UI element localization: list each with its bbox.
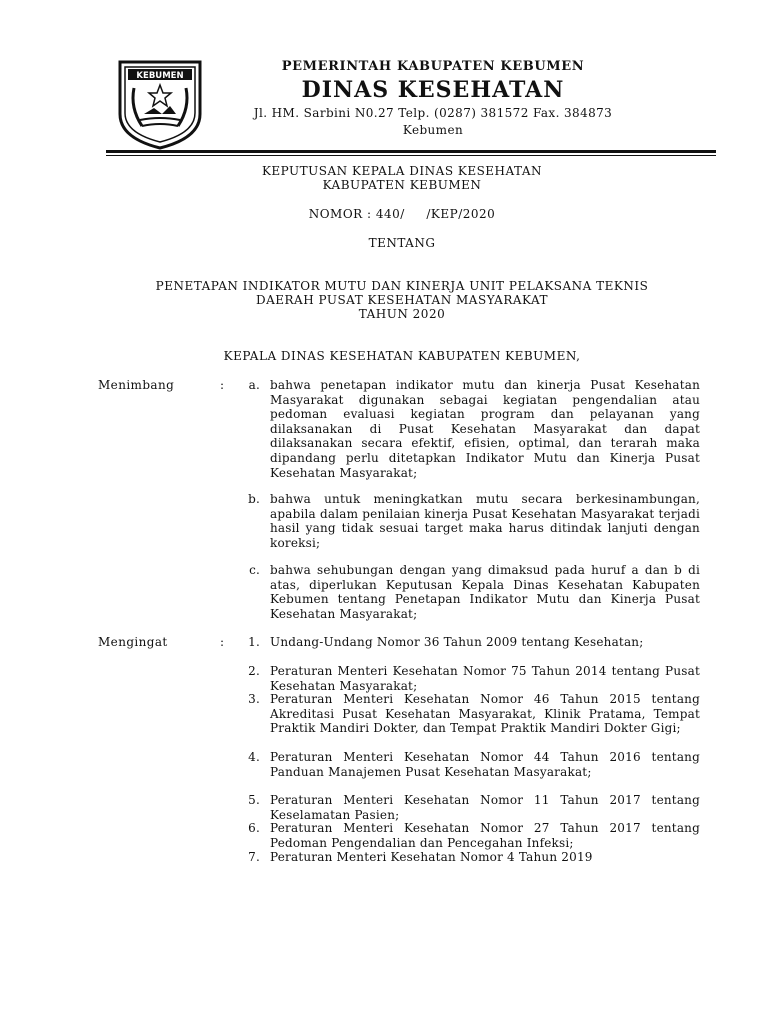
- list-item-text: Undang-Undang Nomor 36 Tahun 2009 tentang Kesehatan;: [270, 635, 644, 649]
- list-item-text: Peraturan Menteri Kesehatan Nomor 27 Tahun 2017 tentang Pedoman Pengendalian dan Pencegahan Infeksi;: [270, 821, 700, 850]
- decree-number: NOMOR : 440/ /KEP/2020: [308, 207, 496, 221]
- decree-subject-line1: PENETAPAN INDIKATOR MUTU DAN KINERJA UNIT PELAKSANA TEKNIS: [155, 279, 649, 293]
- list-item-text: Peraturan Menteri Kesehatan Nomor 44 Tahun 2016 tentang Panduan Manajemen Pusat Kesehatan Masyarakat;: [270, 750, 700, 779]
- list-marker: 5.: [248, 793, 260, 807]
- list-item-text: Peraturan Menteri Kesehatan Nomor 11 Tahun 2017 tentang Keselamatan Pasien;: [270, 793, 700, 822]
- mengingat-item-6: [236, 821, 700, 850]
- letterhead-rule-thick: [106, 150, 716, 153]
- list-item-text: bahwa penetapan indikator mutu dan kinerja Pusat Kesehatan Masyarakat digunakan sebagai kegiatan pengendalian atau pedoman evaluasi kegiatan program dan pelayanan yang dilaksanakan di Pusat Kesehatan Masyarakat dan dapat dilaksanakan secara efektif, efisien, optimal, dan terarah maka dipandang perlu ditetapkan Indikator Mutu dan Kinerja Pusat Kesehatan Masyarakat;: [270, 378, 700, 480]
- menimbang-item-a: [236, 378, 700, 480]
- list-marker: a.: [248, 378, 260, 392]
- letterhead: [218, 58, 648, 138]
- mengingat-item-1: [236, 635, 700, 650]
- decree-subject-line2: DAERAH PUSAT KESEHATAN MASYARAKAT: [255, 293, 549, 307]
- office-city: Kebumen: [402, 123, 464, 137]
- list-marker: 1.: [248, 635, 260, 649]
- decree-title-line2: KABUPATEN KEBUMEN: [322, 178, 482, 192]
- list-marker: b.: [248, 492, 260, 506]
- decree-title-line1: KEPUTUSAN KEPALA DINAS KESEHATAN: [261, 164, 543, 178]
- office-name: DINAS KESEHATAN: [301, 77, 565, 103]
- list-marker: 4.: [248, 750, 260, 764]
- list-item-text: Peraturan Menteri Kesehatan Nomor 75 Tahun 2014 tentang Pusat Kesehatan Masyarakat;: [270, 664, 700, 693]
- letterhead-rule-thin: [106, 155, 716, 156]
- kebumen-emblem-logo: [112, 58, 208, 150]
- mengingat-label: Mengingat: [98, 635, 168, 649]
- decree-about: TENTANG: [368, 236, 436, 250]
- menimbang-colon: :: [220, 378, 225, 392]
- mengingat-item-2: [236, 664, 700, 693]
- list-item-text: bahwa sehubungan dengan yang dimaksud pada huruf a dan b di atas, diperlukan Keputusan Kepala Dinas Kesehatan Kabupaten Kebumen tentang Penetapan Indikator Mutu dan Kinerja Pusat Kesehatan Masyarakat;: [270, 563, 700, 621]
- menimbang-item-b: [236, 492, 700, 550]
- menimbang-item-c: [236, 563, 700, 621]
- mengingat-item-4: [236, 750, 700, 779]
- list-marker: 3.: [248, 692, 260, 706]
- list-marker: 6.: [248, 821, 260, 835]
- logo-lettering: KEBUMEN: [136, 71, 184, 81]
- list-marker: 2.: [248, 664, 260, 678]
- mengingat-item-3: [236, 692, 700, 736]
- decree-authority: KEPALA DINAS KESEHATAN KABUPATEN KEBUMEN,: [223, 349, 581, 363]
- list-marker: c.: [249, 563, 260, 577]
- list-item-text: bahwa untuk meningkatkan mutu secara berkesinambungan, apabila dalam penilaian kinerja Pusat Kesehatan Masyarakat terjadi hasil yang tidak sesuai target maka harus ditindak lanjuti dengan koreksi;: [270, 492, 700, 550]
- mengingat-item-7: [236, 850, 700, 865]
- list-marker: 7.: [248, 850, 260, 864]
- list-item-text: Peraturan Menteri Kesehatan Nomor 46 Tahun 2015 tentang Akreditasi Pusat Kesehatan Masyarakat, Klinik Pratama, Tempat Praktik Mandiri Dokter, dan Tempat Praktik Mandiri Dokter Gigi;: [270, 692, 700, 736]
- mengingat-item-5: [236, 793, 700, 822]
- mengingat-colon: :: [220, 635, 225, 649]
- menimbang-label: Menimbang: [98, 378, 175, 392]
- government-name: PEMERINTAH KABUPATEN KEBUMEN: [281, 59, 585, 74]
- list-item-text: Peraturan Menteri Kesehatan Nomor 4 Tahun 2019: [270, 850, 593, 864]
- office-address: Jl. HM. Sarbini N0.27 Telp. (0287) 381572 Fax. 384873: [253, 106, 613, 120]
- decree-subject-line3: TAHUN 2020: [358, 307, 446, 321]
